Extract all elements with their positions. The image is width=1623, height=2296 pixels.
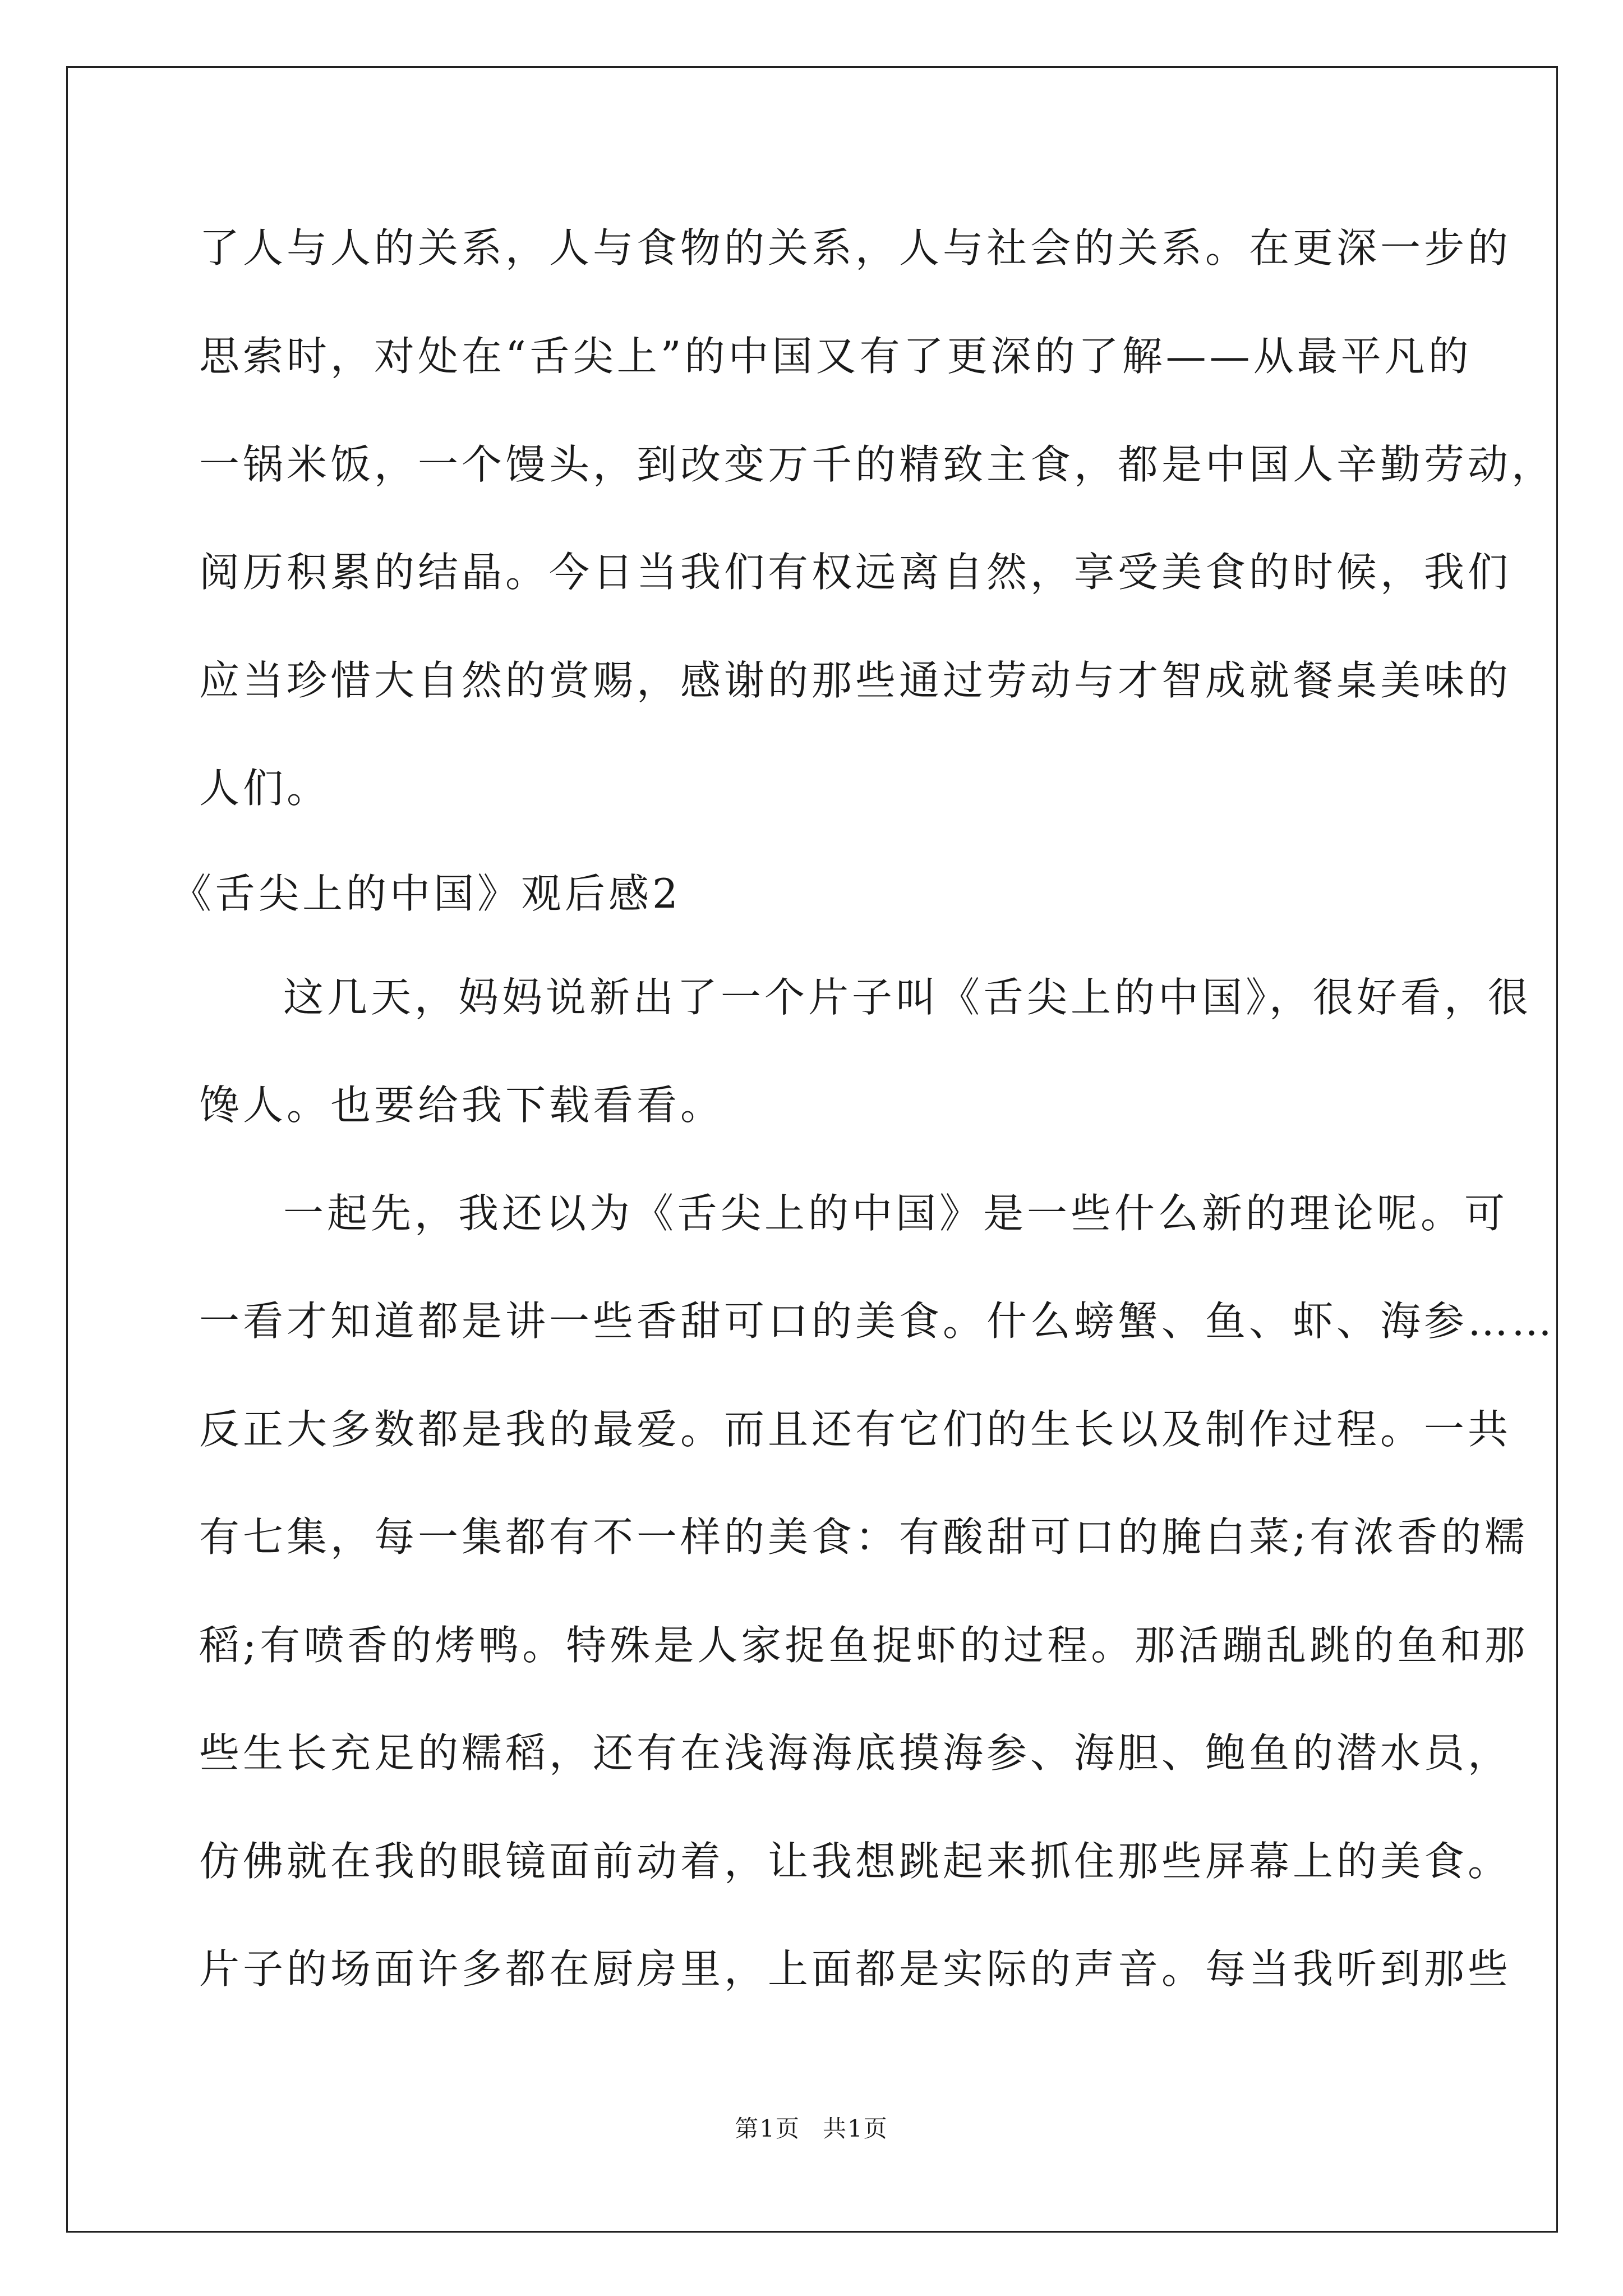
body-line-4: 阅历积累的结晶。今日当我们有权远离自然，享受美食的时候，我们 <box>199 549 1512 596</box>
body-line-1: 了人与人的关系，人与食物的关系，人与社会的关系。在更深一步的 <box>199 224 1512 272</box>
paragraph-line-5: 反正大多数都是我的最爱。而且还有它们的生长以及制作过程。一共 <box>199 1406 1512 1453</box>
body-line-6: 人们。 <box>199 765 331 812</box>
paragraph-line-7: 稻;有喷香的烤鸭。特殊是人家捉鱼捉虾的过程。那活蹦乱跳的鱼和那 <box>199 1622 1529 1669</box>
page-border <box>66 66 1558 2233</box>
page-number: 第1页 <box>735 2115 800 2142</box>
paragraph-line-3: 一起先，我还以为《舌尖上的中国》是一些什么新的理论呢。可 <box>283 1190 1509 1237</box>
paragraph-line-1: 这几天，妈妈说新出了一个片子叫《舌尖上的中国》，很好看，很 <box>283 974 1532 1021</box>
paragraph-line-2: 馋人。也要给我下载看看。 <box>199 1082 725 1129</box>
paragraph-line-8: 些生长充足的糯稻，还有在浅海海底摸海参、海胆、鲍鱼的潜水员， <box>199 1729 1512 1777</box>
body-line-5: 应当珍惜大自然的赏赐，感谢的那些通过劳动与才智成就餐桌美味的 <box>199 657 1512 704</box>
body-line-3: 一锅米饭，一个馒头，到改变万千的精致主食，都是中国人辛勤劳动， <box>199 441 1556 488</box>
paragraph-line-9: 仿佛就在我的眼镜面前动着，让我想跳起来抓住那些屏幕上的美食。 <box>199 1838 1512 1885</box>
body-line-2: 思索时，对处在“舌尖上”的中国又有了更深的了解——从最平凡的 <box>199 333 1472 380</box>
section-heading: 《舌尖上的中国》观后感2 <box>171 870 681 917</box>
paragraph-line-4: 一看才知道都是讲一些香甜可口的美食。什么螃蟹、鱼、虾、海参…… <box>199 1297 1556 1345</box>
paragraph-line-6: 有七集，每一集都有不一样的美食：有酸甜可口的腌白菜;有浓香的糯 <box>199 1513 1529 1561</box>
paragraph-line-10: 片子的场面许多都在厨房里，上面都是实际的声音。每当我听到那些 <box>199 1945 1512 1993</box>
page-footer <box>0 2115 1623 2143</box>
page-total: 共1页 <box>823 2115 888 2142</box>
